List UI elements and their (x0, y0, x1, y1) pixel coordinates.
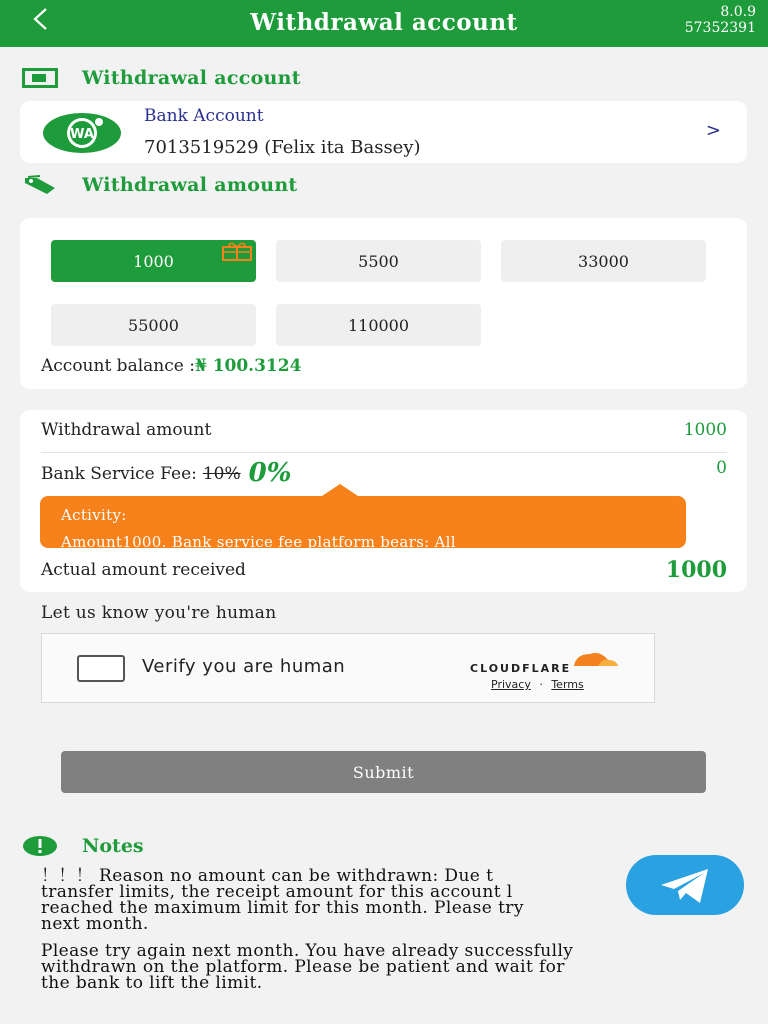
cloudflare-brand: CLOUDFLARE (470, 662, 572, 675)
verify-text: Verify you are human (142, 656, 346, 677)
notes-line: Please try again next month. You have already successfully (41, 941, 574, 961)
amount-option-33000[interactable] (501, 240, 706, 282)
captcha-widget (41, 633, 655, 703)
amount-option-5500[interactable] (276, 240, 481, 282)
captcha-heading: Let us know you're human (41, 603, 277, 623)
withdrawal-amount-value: 1000 (683, 420, 727, 440)
alert-icon (22, 835, 58, 857)
bank-fee-row (41, 456, 291, 486)
bank-account-number: 7013519529 (Felix ita Bassey) (144, 137, 421, 158)
activity-text: Amount1000. Bank service fee platform bears: All (61, 533, 456, 551)
account-balance (41, 356, 301, 376)
notes-line: ！！！ Reason no amount can be withdrawn: Due t (41, 866, 494, 886)
amount-options-card (20, 218, 747, 389)
gift-icon (221, 241, 253, 261)
chevron-right-icon[interactable]: > (705, 120, 721, 141)
notes-line: the bank to lift the limit. (41, 973, 263, 993)
divider (41, 452, 727, 453)
price-tag-icon (22, 174, 58, 196)
amount-option-label: 110000 (347, 315, 410, 335)
amount-option-label: 33000 (578, 251, 629, 271)
bank-fee-value: 0 (716, 458, 727, 478)
version-info (685, 4, 756, 36)
activity-title: Activity: (61, 506, 127, 524)
bank-fee-old-rate: 10% (202, 464, 241, 484)
notes-title: Notes (82, 835, 144, 857)
terms-link[interactable]: Terms (551, 678, 584, 691)
notes-line: next month. (41, 914, 149, 934)
notes-paragraph-2 (41, 943, 731, 991)
activity-banner (40, 496, 686, 551)
svg-text:WA: WA (70, 127, 94, 142)
telegram-button[interactable] (626, 855, 744, 915)
notes-line: withdrawn on the platform. Please be patient and wait for (41, 957, 565, 977)
build-number: 57352391 (684, 20, 756, 36)
amount-option-label: 55000 (128, 315, 179, 335)
account-balance-value: ₦ 100.3124 (194, 356, 302, 376)
notes-line: reached the maximum limit for this month. Please try (41, 898, 524, 918)
amount-option-55000[interactable] (51, 304, 256, 346)
amount-option-1000[interactable] (51, 240, 256, 282)
notes-heading (22, 835, 144, 857)
amount-option-110000[interactable] (276, 304, 481, 346)
captcha-links (491, 678, 584, 691)
bank-name: Bank Account (144, 106, 264, 126)
bank-fee-label: Bank Service Fee: (41, 464, 197, 484)
link-separator: · (539, 678, 543, 691)
app-header (0, 0, 768, 47)
bank-logo (42, 112, 122, 154)
actual-amount-label: Actual amount received (41, 560, 246, 580)
telegram-icon (626, 855, 744, 915)
amount-section-heading (22, 174, 298, 196)
withdrawal-amount-label: Withdrawal amount (41, 420, 212, 440)
privacy-link[interactable]: Privacy (491, 678, 531, 691)
amount-option-label: 5500 (358, 251, 399, 271)
account-balance-label: Account balance : (41, 356, 195, 376)
bank-account-card[interactable] (20, 101, 747, 163)
version-number: 8.0.9 (720, 4, 756, 20)
bank-fee-new-rate: 0% (248, 458, 292, 488)
account-section-title: Withdrawal account (82, 67, 301, 89)
account-section-heading (22, 67, 301, 89)
verify-checkbox[interactable] (77, 655, 125, 682)
withdrawal-summary-card (20, 410, 747, 592)
actual-amount-value: 1000 (665, 557, 727, 583)
amount-section-title: Withdrawal amount (82, 174, 298, 196)
amount-option-label: 1000 (133, 251, 174, 271)
submit-button[interactable]: Submit (61, 751, 706, 793)
notes-line: transfer limits, the receipt amount for this account l (41, 882, 513, 902)
page-title: Withdrawal account (250, 9, 518, 36)
wallet-icon (22, 67, 58, 89)
